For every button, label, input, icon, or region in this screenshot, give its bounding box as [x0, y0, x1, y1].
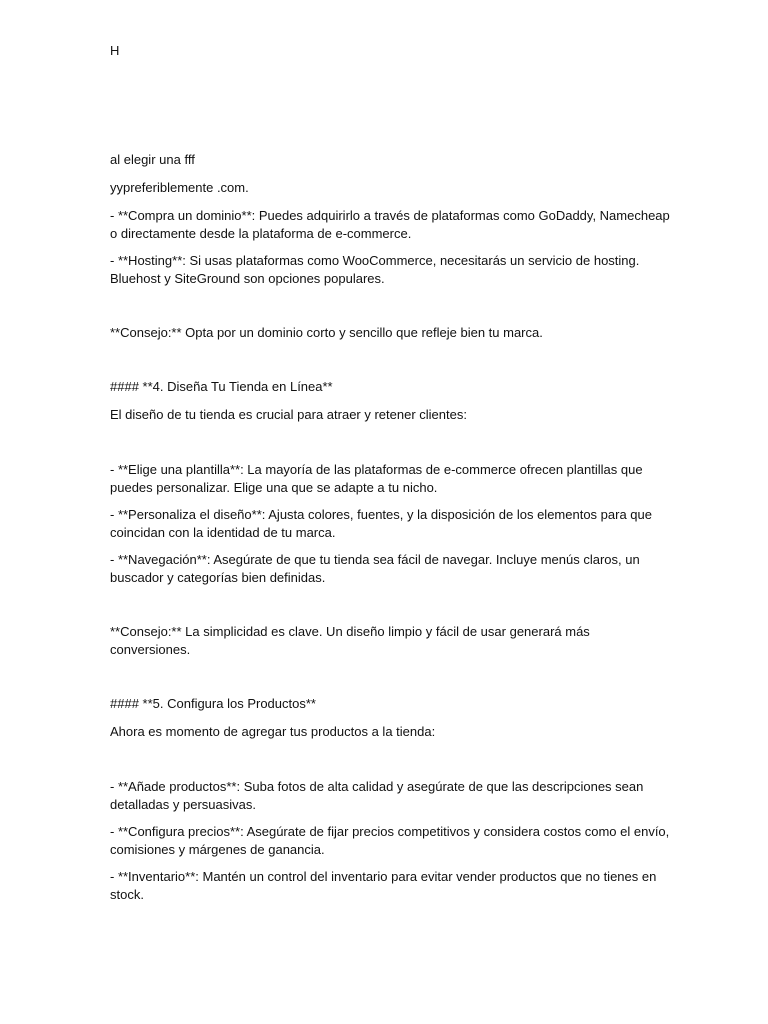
- paragraph: Ahora es momento de agregar tus productos a la tienda:: [110, 724, 436, 739]
- bullet-item: - **Elige una plantilla**: La mayoría de las plataformas de e-commerce ofrecen plantillas que puedes personalizar. Elige una que se adapte a tu nicho.: [110, 462, 647, 495]
- page-header-letter: H: [110, 43, 120, 58]
- paragraph: al elegir una fff: [110, 152, 195, 167]
- bullet-item: - **Inventario**: Mantén un control del inventario para evitar vender productos que no tienes en stock.: [110, 869, 660, 902]
- tip-paragraph: **Consejo:** La simplicidad es clave. Un diseño limpio y fácil de usar generará más conversiones.: [110, 624, 594, 657]
- section-heading: #### **4. Diseña Tu Tienda en Línea**: [110, 379, 333, 394]
- section-heading: #### **5. Configura los Productos**: [110, 696, 316, 711]
- tip-paragraph: **Consejo:** Opta por un dominio corto y sencillo que refleje bien tu marca.: [110, 325, 543, 340]
- paragraph: El diseño de tu tienda es crucial para atraer y retener clientes:: [110, 407, 467, 422]
- bullet-item: - **Añade productos**: Suba fotos de alta calidad y asegúrate de que las descripciones sean detalladas y persuasivas.: [110, 779, 647, 812]
- bullet-item: - **Compra un dominio**: Puedes adquirirlo a través de plataformas como GoDaddy, Namecheap o directamente desde la plataforma de e-commerce.: [110, 208, 674, 241]
- bullet-item: - **Navegación**: Asegúrate de que tu tienda sea fácil de navegar. Incluye menús claros, un buscador y categorías bien definidas.: [110, 552, 644, 585]
- paragraph: yypreferiblemente .com.: [110, 180, 249, 195]
- bullet-item: - **Personaliza el diseño**: Ajusta colores, fuentes, y la disposición de los elementos para que coincidan con la identidad de tu marca.: [110, 507, 656, 540]
- bullet-item: - **Hosting**: Si usas plataformas como WooCommerce, necesitarás un servicio de hosting. Bluehost y SiteGround son opciones populares.: [110, 253, 644, 286]
- bullet-item: - **Configura precios**: Asegúrate de fijar precios competitivos y considera costos como el envío, comisiones y márgenes de ganancia.: [110, 824, 673, 857]
